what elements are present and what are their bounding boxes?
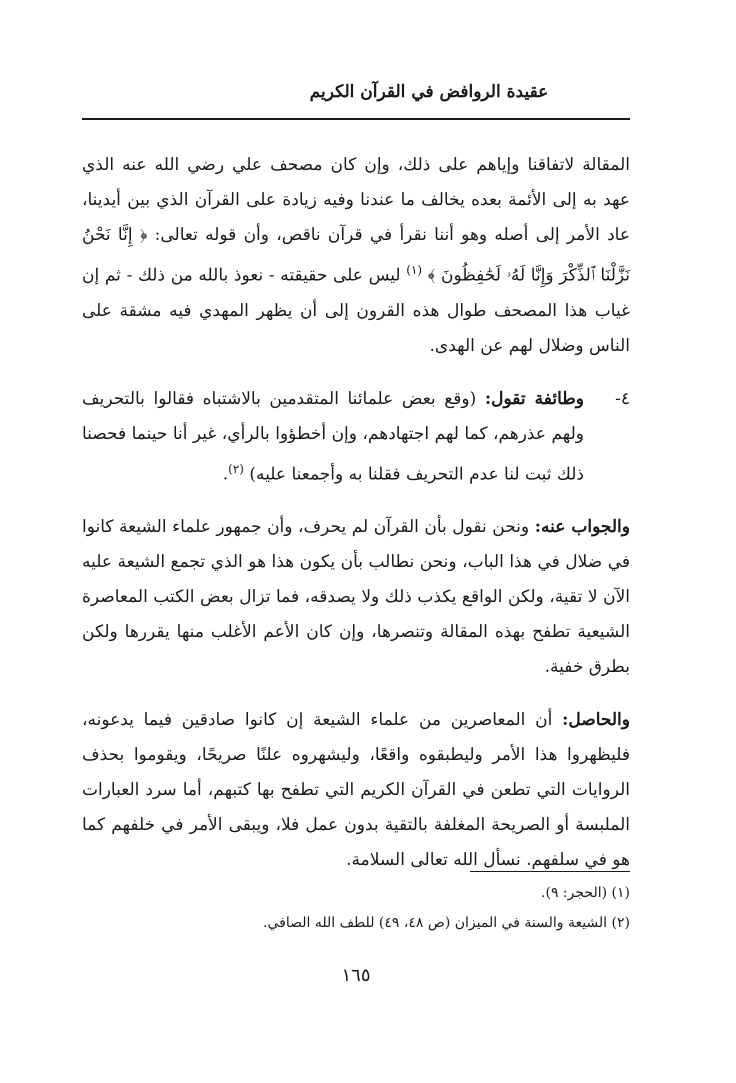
- main-text: [82, 148, 630, 878]
- footnotes: [82, 878, 630, 938]
- paragraph-1-text-before: المقالة لاتفاقنا وإياهم على ذلك، وإن كان مصحف علي رضي الله عنه الذي عهد به إلى الأئمة بعده يخالف ما عندنا وفيه زيادة على القرآن الذي بين أيدينا، عاد الأمر إلى أصله وهو أننا نقرأ في قرآن ناقص، وأن قوله تعالى:: [82, 155, 630, 245]
- quran-verse: ﴿ إِنَّا نَحْنُ نَزَّلْنَا ٱلذِّكْرَ وَإِنَّا لَهُۥ لَحَٰفِظُونَ ﴾: [82, 225, 631, 286]
- paragraph-gap: [82, 364, 630, 382]
- paragraph-gap: [82, 685, 630, 703]
- footnote-number: (١): [611, 885, 630, 901]
- conclusion-paragraph: [82, 703, 630, 878]
- header-rule: [82, 118, 630, 120]
- answer-paragraph: [82, 510, 630, 685]
- answer-text: ونحن نقول بأن القرآن لم يحرف، وأن جمهور علماء الشيعة كانوا في ضلال في هذا الباب، ونحن نطالب بأن يكون هذا هو الذي تجمع الشيعة عليه الآن لا تقية، ولكن الواقع يكذب ذلك ولا يصدقه، فما تزال بعض الكتب المعاصرة الشيعية تطفح بهذه المقالة وتنصرها، وإن كان الأعم الأغلب منها يقررها ولكن بطرق خفية.: [82, 517, 630, 678]
- paragraph-1-text-after: ليس على حقيقته - نعوذ بالله من ذلك - ثم إن غياب هذا المصحف طوال هذه القرون إلى أن يظهر المهدي فيه مشقة على الناس وضلال لهم عن الهدى.: [82, 265, 630, 356]
- list-item-end: .: [222, 464, 229, 485]
- footnote-ref-1: (١): [406, 263, 423, 277]
- footnote-text: الشيعة والسنة في الميزان (ص ٤٨، ٤٩) للطف الله الصافي.: [263, 915, 608, 931]
- conclusion-text: أن المعاصرين من علماء الشيعة إن كانوا صادقين فيما يدعونه، فليظهروا هذا الأمر وليطبقوه واقعًا، وليشهروه علنًا صريحًا، ويقوموا بحذف الروايات التي تطعن في القرآن الكريم التي تطفح بها كتبهم، أما سرد العبارات الملبسة أو الصريحة المغلفة بالتقية بدون عمل فلا، ويبقى الأمر في خلفهم كما هو في سلفهم. نسأل الله تعالى السلامة.: [82, 710, 630, 871]
- running-header: عقيدة الروافض في القرآن الكريم: [309, 82, 549, 102]
- list-item-number: ٤-: [615, 388, 630, 409]
- footnote-text: (الحجر: ٩).: [541, 885, 608, 901]
- answer-lead: والجواب عنه:: [534, 517, 630, 538]
- conclusion-lead: والحاصل:: [562, 710, 630, 731]
- page-number: ١٦٥: [341, 965, 371, 986]
- list-item-text: (وقع بعض علمائنا المتقدمين بالاشتباه فقالوا بالتحريف ولهم عذرهم، كما لهم اجتهادهم، وإن أخطؤوا بالرأي، غير أنا حينما فحصنا ذلك ثبت لنا عدم التحريف فقلنا به وأجمعنا عليه): [82, 388, 584, 485]
- footnote-2: [82, 908, 630, 938]
- footnote-rule: [470, 871, 630, 872]
- footnote-ref-2: (٢): [228, 461, 244, 476]
- paragraph-gap: [82, 492, 630, 510]
- list-item-4: [82, 382, 630, 493]
- list-item-lead: وطائفة تقول:: [484, 388, 584, 409]
- footnote-number: (٢): [611, 915, 630, 931]
- paragraph-1: [82, 148, 630, 364]
- footnote-1: [82, 878, 630, 908]
